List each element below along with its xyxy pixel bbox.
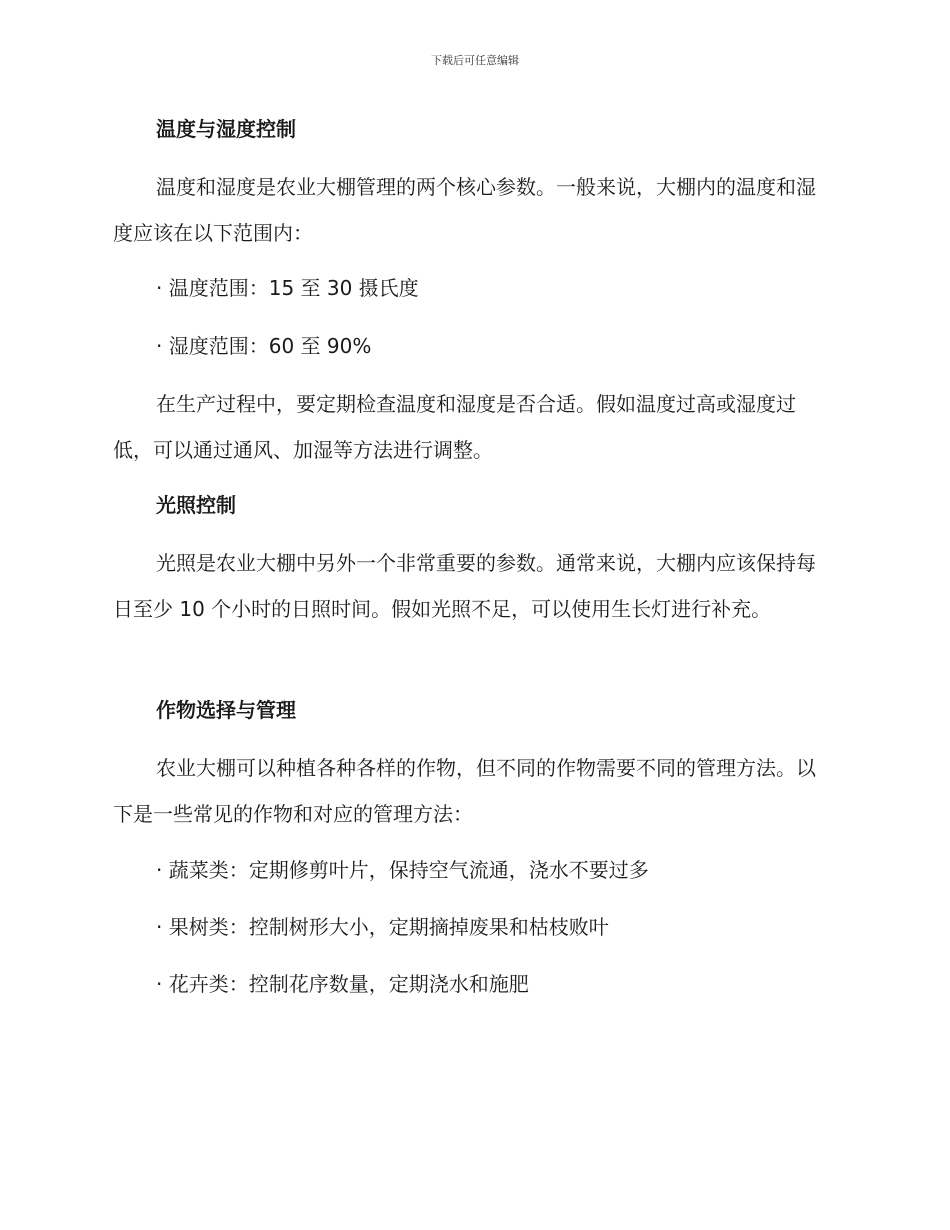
bullet-humidity-range: · 湿度范围：60 至 90% (156, 334, 372, 358)
bullet-fruit-trees: · 果树类：控制树形大小，定期摘掉废果和枯枝败叶 (156, 915, 609, 939)
paragraph-crop-management-intro (113, 745, 833, 837)
paragraph-lighting (113, 540, 833, 632)
paragraph-text: 光照是农业大棚中另外一个非常重要的参数。通常来说，大棚内应该保持每日至少 10 个小时的日照时间。假如光照不足，可以使用生长灯进行补充。 (113, 551, 816, 621)
paragraph-text: 农业大棚可以种植各种各样的作物，但不同的作物需要不同的管理方法。以下是一些常见的作物和对应的管理方法： (113, 756, 816, 826)
bullet-flowers: · 花卉类：控制花序数量，定期浇水和施肥 (156, 972, 529, 996)
page-header: 下载后可任意编辑 (431, 54, 519, 67)
section-heading-crop-management: 作物选择与管理 (156, 698, 296, 722)
paragraph-text: 在生产过程中，要定期检查温度和湿度是否合适。假如温度过高或湿度过低，可以通过通风、加湿等方法进行调整。 (113, 392, 796, 462)
paragraph-temperature-humidity-intro (113, 164, 833, 256)
bullet-vegetables: · 蔬菜类：定期修剪叶片，保持空气流通，浇水不要过多 (156, 858, 649, 882)
paragraph-text: 温度和湿度是农业大棚管理的两个核心参数。一般来说，大棚内的温度和湿度应该在以下范围内： (113, 175, 816, 245)
section-heading-lighting: 光照控制 (156, 493, 236, 517)
paragraph-temperature-humidity-outro (113, 381, 833, 473)
section-heading-temperature-humidity: 温度与湿度控制 (156, 117, 296, 141)
bullet-temperature-range: · 温度范围：15 至 30 摄氏度 (156, 276, 419, 300)
